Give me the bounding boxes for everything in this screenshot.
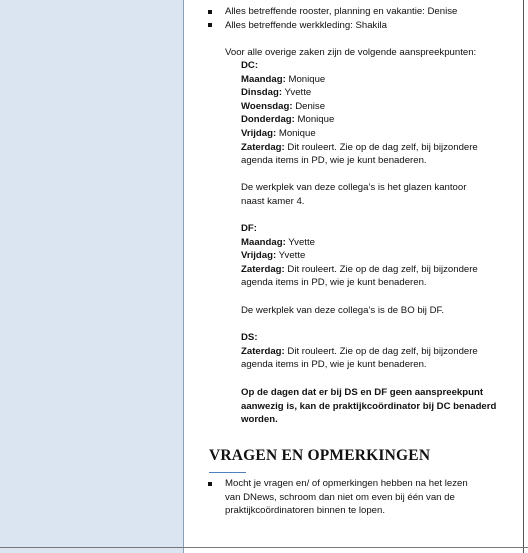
intro-text: Voor alle overige zaken zijn de volgende aanspreekpunten: <box>225 47 477 58</box>
dc-section <box>241 59 516 209</box>
note-block <box>241 386 516 427</box>
list-item-text: van DNews, schroom dan niet om even bij één van de <box>225 491 455 503</box>
schedule-row: Maandag: Yvette <box>241 236 315 248</box>
list-item <box>200 5 520 19</box>
schedule-row: Vrijdag: Yvette <box>241 250 306 262</box>
zaterdag-row: Zaterdag: Dit rouleert. Zie op de dag zelf, bij bijzondere <box>241 141 478 153</box>
top-bullet-list <box>200 5 520 32</box>
page-bottom-border <box>0 547 528 548</box>
page-right-border <box>523 0 524 553</box>
zaterdag-row-cont: agenda items in PD, wie je kunt benaderen. <box>241 155 427 167</box>
list-item <box>200 19 520 33</box>
list-item-text: Alles betreffende werkkleding: Shakila <box>225 19 387 31</box>
section-heading: VRAGEN EN OPMERKINGEN <box>209 447 431 464</box>
zaterdag-row: Zaterdag: Dit rouleert. Zie op de dag zelf, bij bijzondere <box>241 345 478 357</box>
zaterdag-row-cont: agenda items in PD, wie je kunt benaderen. <box>241 277 427 289</box>
note-line: aanwezig is, kan de praktijkcoördinator bij DC benaderd <box>241 400 497 412</box>
note-line: Op de dagen dat er bij DS en DF geen aanspreekpunt <box>241 387 484 398</box>
zaterdag-row: Zaterdag: Dit rouleert. Zie op de dag zelf, bij bijzondere <box>241 263 478 275</box>
bullet-icon <box>208 482 212 486</box>
bullet-icon <box>208 23 212 27</box>
schedule-row: Maandag: Monique <box>241 73 326 85</box>
zaterdag-row-cont: agenda items in PD, wie je kunt benaderen. <box>241 359 427 371</box>
list-item-text: Mocht je vragen en/ of opmerkingen hebben na het lezen <box>225 478 468 489</box>
questions-bullet-list <box>200 477 520 518</box>
ds-heading: DS: <box>241 332 258 343</box>
list-item-text: Alles betreffende rooster, planning en vakantie: Denise <box>225 6 458 17</box>
note-line: worden. <box>241 414 278 426</box>
dc-heading: DC: <box>241 60 259 71</box>
ds-section <box>241 331 516 372</box>
heading-underline <box>209 472 246 473</box>
schedule-row: Woensdag: Denise <box>241 100 326 112</box>
werkplek-text: De werkplek van deze collega’s is de BO bij DF. <box>241 304 444 316</box>
werkplek-text: De werkplek van deze collega’s is het glazen kantoor <box>241 182 467 194</box>
df-heading: DF: <box>241 223 257 234</box>
df-section <box>241 222 516 317</box>
schedule-row: Donderdag: Monique <box>241 114 335 126</box>
schedule-row: Dinsdag: Yvette <box>241 87 312 99</box>
schedule-row: Vrijdag: Monique <box>241 127 316 139</box>
sidebar-panel <box>0 0 184 553</box>
list-item <box>200 477 520 518</box>
list-item-text: praktijkcoördinatoren binnen te lopen. <box>225 505 386 517</box>
werkplek-text-cont: naast kamer 4. <box>241 195 305 207</box>
bullet-icon <box>208 10 212 14</box>
